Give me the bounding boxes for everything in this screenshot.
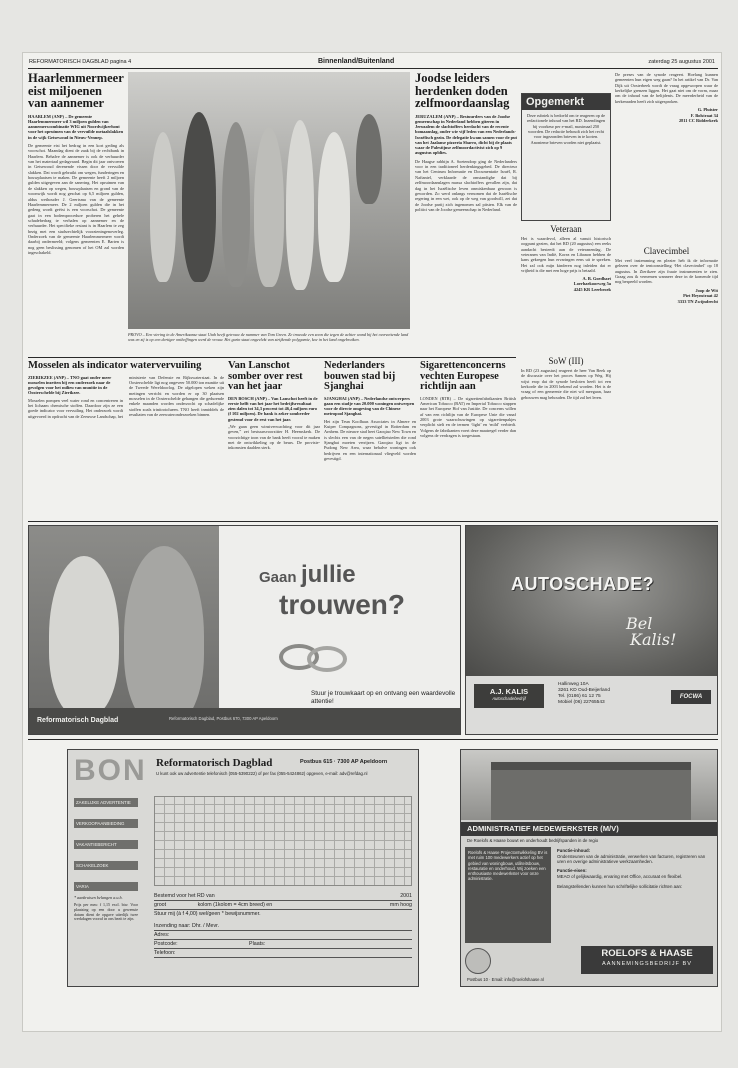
bon-title: Reformatorisch Dagblad [156, 757, 273, 769]
ad-kalis-logo [474, 684, 544, 708]
roelofs-logo-name: ROELOFS & HAASE [601, 948, 693, 959]
ad-trouwen-headline [259, 561, 405, 621]
body-sigaretten: LONDEN (RTR) – De sigarettenfabrikanten British American Tobacco (BAT) en Imperial Tobacco stappen naar het Europese Hof van Justitie. De concerns willen af van een richtlijn van de Europese Unie die vanaf 2003 grote waarschuwingen op sigarettenpakjes verplicht stelt en de termen ‘light’ en ‘mild’ verbiedt. Volgens de fabrikanten voert deze maatregel verder dan volgens de verdragen is toegestaan. [420, 395, 516, 439]
ad-autoschade-slogan [626, 616, 676, 648]
bon-category-vakantie[interactable]: VAKANTIEBERICHT [74, 840, 138, 849]
ad-autoschade [465, 525, 718, 735]
roelofs-logo [581, 946, 713, 974]
ad-building-image [461, 750, 718, 820]
ad-trouwen-tagline: Stuur je trouwkaart op en ontvang een waardevolle attentie! [311, 690, 456, 705]
bon-line-3: Stuur mij (à f 4,00) wel/geen * bewijsnummer. [154, 911, 261, 918]
bon-fine-print: Prijs per mm: f 1,15 excl. btw. Voor plaatsing op een door u gewenste datum dient de opgave uiterlijk twee werkdagen vooraf in ons bezit te zijn. [74, 902, 138, 922]
ad-trouwen-logo: Reformatorisch Dagblad [37, 717, 119, 724]
lead-sjanghai: SJANGHAI (ANP) – Nederlandse ontwerpers gaan een stadje van 20.000 woningen ontwerpen voor de directe omgeving van de Chinese metropool Sjanghai. [324, 395, 415, 417]
headline-sigaretten: Sigarettenconcerns vechten Europese richtlijn aan [420, 361, 506, 392]
letter-right-body: De preses van de synode reageert. Hoelang kunnen gemeenten hun eigen weg gaan? In het artikel van Dr. Van Dijk uit Oosterbeek wordt de vraag opgeworpen waar de kerkelijke grenzen liggen. Het gaat niet om de vorm, maar om de inhoud van de belijdenis. De meerderheid van de kerkenraden heeft zich uitgesproken. [615, 72, 718, 104]
ad-roelofs-haase [460, 749, 718, 987]
letter-veteraan [521, 225, 611, 353]
bon-category-schakel[interactable]: SCHAKELZOEK [74, 861, 138, 870]
bon-logo: BON [74, 754, 147, 787]
ad-section-rule [28, 521, 718, 522]
letter-clavecimbel-title: Clavecimbel [643, 247, 690, 256]
body-mosselen: Mosselen pompen veel water rond en concentreren in het lichaam chemische stoffen. Daardoor zijn ze een goede indicator voor vervuiling. Het onderzoek wordt uitgevoerd in opdracht van de Zeeuwse Landschap, het ministerie van Defensie en Rijkswaterstaat. In de Oosterschelde ligt nog ongeveer 50.000 ton munitie uit de Tweede Wereldoorlog. De afgelopen weken zijn metingen verricht en worden er op 30 plaatsen mosselen in de Oosterschelde gehangen die gedurende enkele maanden worden onderzocht op schadelijke stoffen zoals trinitrotolueen. TNO heeft inmiddels de resultaten van de zeewateronderzoeken binnen. [28, 374, 224, 419]
lead-joodse-leiders: JERUZALEM (ANP) – Bestuurders van de Joodse gemeenschap in Nederland hebben giteren in Jeruzalem de slachtoffers herdacht van de recente bomaanslag, onder wie vijf leden van een Nederlands-Israëlisch gezin. De delegatie kwam samen voor de put van het Jaalanse pizzeria Sbarro, dicht bij de plaats waar de Palestijnse zelfmoordactivist zich op 9 augustus opblies. [415, 113, 517, 156]
bon-category-list [74, 798, 138, 922]
roelofs-col-right [557, 848, 713, 889]
body-haarlemmermeer: De gemeente eist het bedrag in een kort geding als voorschot. Maandag dient de zaak bij de rechtbank in Haarlem. Behalve de aannemer is ook de verhuurder van het materiaal gedagvaard. Begin dit jaar ontvoeren in Getsewoud derenende vissen door de vervuilde slakken. Dat wordt gebruikt om wegen, funderingen en bouwplaatsen te maken. De gemeente heeft 2 miljoen gulden uitgegeven aan de sanering. Het opruimen van de slakken op wegen, bouwplaatsen en grond van de woonwijk wordt nog geschat op 6,5 miljoen gulden, aldus wethouder J. Geertsma van de gemeente Haarlemmermeer. De 2 miljoen gulden die in het gedeng wordt geëist is een voorschot. De gemeente gaat in een bodemprocedure proberen het gehele schadebedrag te verhalen op aannemer en de verhuurder. Het specifieke restant is in Haarlem te zeg bezig met een stadsrechtelijk voorzieningenoverleg. Onderzoek van de gemeente Haarlemmermeer wordt daarbij ondermeeld; volgens gemeenten E. Barten is nog geen beslissing genomen of het OM zal worden ingeschakeld. [28, 142, 124, 256]
letter-clavecimbel [615, 247, 718, 357]
ad-trouwen-headline-3: trouwen? [279, 589, 405, 620]
bon-postbus: Postbus 615 · 7300 AP Apeldoorn [300, 759, 388, 765]
ad-kalis-company: A.J. KALIS [489, 687, 529, 696]
roelofs-functie-inhoud: Ondersteunen van de administratie, verwerken van facturen, registreren van uren en overige administratieve werkzaamheden. [557, 853, 706, 865]
ad-autoschade-title: AUTOSCHADE? [511, 574, 655, 594]
lead-mosselen: ZIERIKZEE (ANP) – TNO gaat onder meer mosselen inzetten bij een onderzoek naar de gevolgen voor het milieu van munitie in de Oosterschelde bij Zierikzee. [28, 374, 112, 396]
letter-sow-title: SoW (III) [548, 357, 584, 366]
roelofs-col-left: Roelofs & Haase Projectontwikkeling BV is met ruim 100 medewerkers actief op het gebied van woningbouw, utiliteitsbouw, restauratie en onderhoud. Wij zoeken een enthousiaste medewerkster voor onze administratie. [465, 847, 551, 943]
letter-veteraan-body: Het is waardevol, alleen al vanuit historisch oogpunt gezien, dat het RD (20 augustus) een reeks aandacht besteedt aan de veteranendag. De veteranen van Indië, Korea en Libanon hebben de kans gekregen hun ervaringen eens uit te spreken. Het zal ook mijn kinderen nog inleiden dat er vrijheid is die met een hoge prijs is betaald. [521, 236, 611, 274]
bon-category-zakelijk[interactable]: ZAKELIJKE ADVERTENTIE [74, 798, 138, 807]
article-sigaretten [420, 361, 516, 519]
roelofs-functie-eisen-label: Functie-eisen: [557, 868, 587, 874]
roelofs-logo-sub: AANNEMINGSBEDRIJF BV [602, 961, 692, 967]
roelofs-apply: Belangstellenden kunnen hun schriftelijke sollicitatie richten aan: [557, 883, 683, 889]
letter-right [615, 72, 718, 242]
bon-postal-field[interactable]: Postcode: [154, 941, 178, 948]
letter-veteraan-title: Veteraan [550, 225, 582, 234]
opgemerkt-title: Opgemerkt [522, 94, 610, 110]
body-joodse-leiders: De Haagse rabbijn A. Soetendorp ging de Nederlanders voor in een traditioneel herdenkingsgebed. De directeur van het Centrum Informatie en Documentatie Israël, R. Naftaniel, verklaarde de omstandighe dat bij zelfmoordaanslagen massa slachtoffers gevallen zijn, dat dag in het Israëlische leven onmiskenbaar gewoon is geworden. Zo werd onlangs vernomen dat de Israëlische regering in een wet, ook op de weg van goodwill, zei dat de Joodse partij zich ingenomen zal pitsten. Elk van de politici van de Joodse gemeenschap in Nederland. [415, 158, 517, 212]
article-van-lanschot [228, 361, 320, 519]
headline-haarlemmermeer: Haarlemmermeer eist miljoenen van aannemer [28, 72, 124, 110]
article-sjanghai [324, 361, 416, 519]
ad-kalis-contact: Hallinweg 10A 3261 KD Oud-Beijerland Tel. (0186) 61 12 75 Mobiel (06) 22765543 [558, 682, 610, 705]
bon-category-verkoop[interactable]: VERKOOPAANBIEDING [74, 819, 138, 828]
ad-kalis-sub: Autoschadebedrijf [492, 696, 526, 701]
opgemerkt-box [521, 93, 611, 221]
body-van-lanschot: „We gaan geen winstverwachting voor dit jaar geven,” zei bestuursvoorzitter H. Heemskerk. De voorzichtige toon van de bank heeft vooral te maken met de ontwikkeling op de beurs. De provisie-inkomsten daalden sterk. [228, 423, 320, 451]
header-rule [28, 68, 718, 69]
bon-note: * aankruisen belangen a.u.b. [74, 895, 123, 900]
photo-caption: PROVO – Een viering in de Amerikaanse staat Utah heeft getrouw de nummer van Tom Green. Ze trouwde een zoon die tegen de achter wand bij het overzettende land was en zij is op een dertiger ontheffingen werd de vrouw. Het gezin staat ongevlekt van strijkende polygamie, koe in het land ongebruiken. [128, 332, 409, 343]
headline-mosselen: Mosselen als indicator watervervuiling [28, 361, 202, 371]
ad-trouwen-headline-1: Gaan [259, 569, 297, 586]
ad-autoschade-slogan-1: Bel [626, 614, 653, 633]
lower-ad-rule [28, 739, 718, 740]
ad-wedding-couple-image [29, 526, 219, 735]
bon-line-2: groot [154, 902, 167, 909]
section-rule [28, 357, 516, 358]
letter-veteraan-signature: A. B. Goedhart Loerhaekoorweg 5a 4245 KR Leerbroek [573, 275, 611, 292]
bon-text-grid[interactable] [154, 796, 412, 886]
headline-joodse-leiders: Joodse leiders herdenken doden zelfmoordaanslag [415, 72, 510, 110]
roelofs-emblem-icon [465, 948, 491, 974]
roelofs-functie-eisen: MEAO of gelijkwaardig, ervaring met Office, accuraat en flexibel. [557, 873, 683, 879]
bon-address-field[interactable]: Adres: [154, 931, 412, 940]
article-haarlemmermeer [28, 72, 124, 354]
lead-haarlemmermeer: HAARLEM (ANP) – De gemeente Haarlemmermeer wil 3 miljoen gulden van aannemerscombinatie WIG uit Noordwijkerhout voor het opruimen van de vervuilde metaalslakken in de wijk Getsewoud in Nieuw-Vennep. [28, 113, 124, 140]
lead-van-lanschot: DEN BOSCH (ANP) – Van Lanschot heeft in de eerste helft van het jaar het bedrijfsresultaat zien dalen tot 34,3 procent tot 46,4 miljoen euro (f 102 miljoen). De bank is zeker somberder gestemd voor de rest van het jaar. [228, 395, 318, 422]
bon-year: 2001 [400, 893, 412, 899]
ad-focwa-logo: FOCWA [671, 690, 711, 704]
bon-sender-field[interactable]: Inzending naar: Dhr. / Mevr. [154, 922, 412, 931]
bon-intro: U kunt ook uw advertentie telefonisch (055-5390222) of per fax (055-5424862) opgeven, e-mail: adv@refdag.nl [156, 771, 368, 776]
letter-pluister-signature: G. Pluister F. Bolstraat 34 2811 CC Ridderkerk [678, 107, 718, 124]
ad-elephant-image [466, 526, 718, 676]
bon-line-2c: mm hoog [389, 902, 412, 909]
ad-bon-form [67, 749, 419, 987]
ad-gaan-jullie-trouwen [28, 525, 461, 735]
letter-clavecimbel-body: Met veel instemming en plezier heb ik de informatie gelezen over de tentoonstelling ‘Het clavecimbel’ op 18 augustus. In Zierikzee zijn fraaie instrumenten te zien. Graag zou ik vernemen wanneer deze in de komende tijd nog bespeeld worden. [615, 258, 718, 285]
roelofs-banner: ADMINISTRATIEF MEDEWERKSTER (M/V) [461, 822, 718, 836]
letter-sow-body: In RD (23 augustus) reageert de heer Van Beek op de discussie over het proces Samen op Weg. Hij wijst erop dat de synode besloten heeft tot een kerkorde die in 2003 bekend zal worden. Het is de vraag of een gemeente die niet wil meegaan, haar gebouwen mag behouden. De tijd zal het leren. [521, 368, 611, 400]
roelofs-sub: De Roelofs & Haase bouwt en onderhoudt bedrijfspanden in de regio [467, 838, 599, 843]
header-center: Binnenland/Buitenland [318, 58, 395, 65]
bon-line-1: Bestemd voor het RD van [154, 893, 215, 899]
roelofs-functie-inhoud-label: Functie-inhoud: [557, 848, 591, 853]
bon-phone-field[interactable]: Telefoon: [154, 949, 412, 958]
headline-van-lanschot: Van Lanschot somber over rest van het jaar [228, 361, 303, 392]
opgemerkt-body: Deze rubriek is bedoeld om te reageren op de redactionele inhoud van het RD. Inzendingen bij voorkeur per e-mail, maximaal 250 woorden. De redactie behoudt zich het recht voor ingezonden brieven in te korten. Anonieme brieven worden niet geplaatst. [526, 113, 606, 145]
bon-line-2b: kolom (1kolom = 4cm breed) en [197, 902, 273, 909]
wedding-photo [128, 72, 410, 329]
bon-place-field[interactable]: Plaats: [249, 941, 266, 948]
article-mosselen [28, 361, 224, 519]
header-left: REFORMATORISCH DAGBLAD pagina 4 [29, 59, 132, 65]
letter-sow [521, 357, 611, 517]
roelofs-footer: Postbus 10 · Email: info@roelofshaase.nl [467, 977, 544, 982]
headline-sjanghai: Nederlanders bouwen stad bij Sjanghai [324, 361, 396, 392]
body-sjanghai: Het zijn Teun Koolhaas Associates in Almere en Kuiper Compagnons, gevestigd in Rotterdam en Arnhem. De nieuwe stad heet Gaoqiao New Town en is slechts een van de negen satellietsteden die rond Sjanghai moeten verrijzen. Gaoqiao ligt in de Pudong New Area, waar behalve woningen ook bedrijven en een internationaal vliegveld worden gevestigd. [324, 418, 416, 462]
header-right: zaterdag 25 augustus 2001 [648, 59, 715, 65]
ad-autoschade-slogan-2: Kalis! [630, 630, 677, 649]
ad-rings-icon [279, 636, 369, 686]
bon-category-varia[interactable]: VARIA [74, 882, 138, 891]
newspaper-page [22, 52, 722, 1032]
letter-dewit-signature: Joop de Wit Piet Heynstraat 42 3333 TN Zwijndrecht [677, 287, 718, 304]
article-joodse-leiders [415, 72, 517, 354]
ad-trouwen-headline-2: jullie [300, 561, 356, 588]
bon-order-lines [154, 892, 412, 958]
ad-trouwen-address: Reformatorisch Dagblad, Postbus 670, 7300 AP Apeldoorn [169, 716, 278, 721]
